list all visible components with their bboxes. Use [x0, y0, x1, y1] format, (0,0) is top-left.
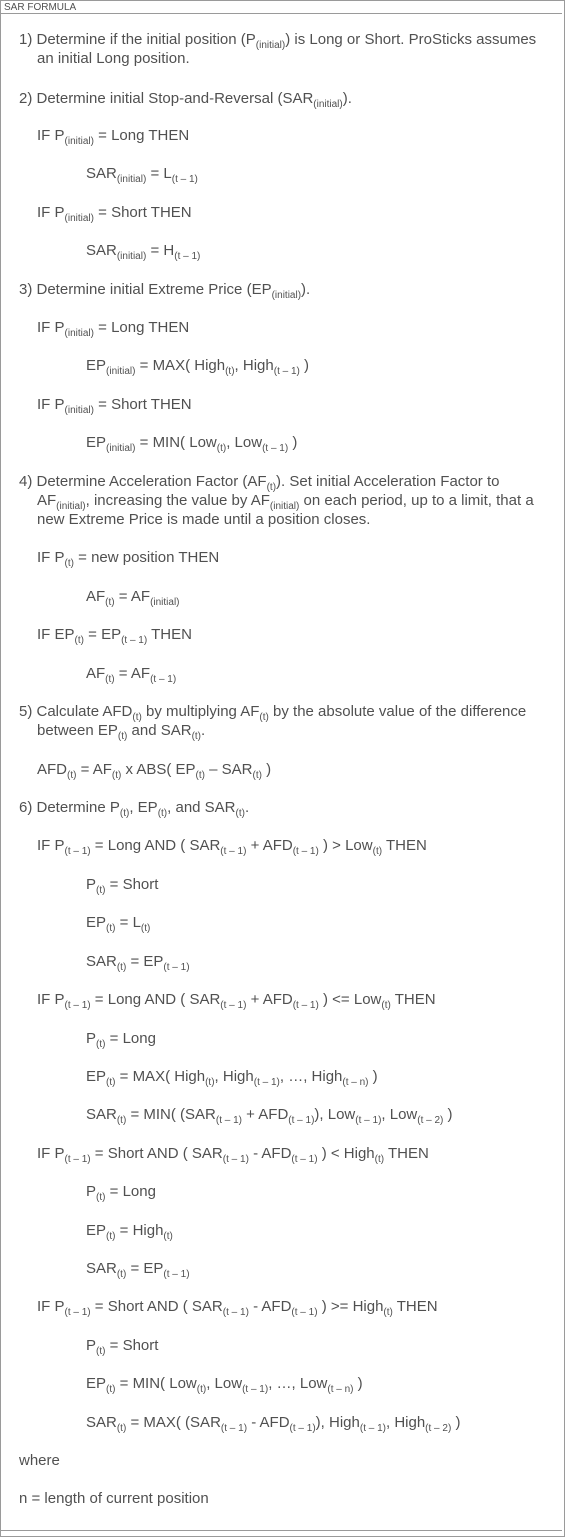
formula-line: IF $P_{(t - 1)}$ = Short AND ( $SAR_{(t - 1)} - AFD_{(t - 1)}$ ) >= High$_{(t)}$ THEN: [37, 1298, 438, 1318]
formula-line: $EP_{(initial)} = MAX$( High$_{(t)}$, High$_{(t - 1)}$ ): [86, 357, 310, 377]
formula-line: IF $P_{(initial)}$ = Long THEN: [37, 127, 190, 147]
formula-line: 6) Determine $P_{(t)}$, $EP_{(t)}$, and $SAR_{(t)}$.: [19, 799, 250, 819]
formula-line: 4) Determine Acceleration Factor $(AF_{(t)})$. Set initial Acceleration Factor to $AF_{(initial)}$, increasing the value by $AF_{(initial)}$ on each period, up to a limit, that a new Extreme Price is made until a position closes.: [19, 473, 534, 528]
formula-line: $P_{(t)}$ = Long: [86, 1183, 156, 1203]
formula-line: $SAR_{(t)} = MIN$( $(SAR_{(t - 1)} + AFD_{(t - 1)})$, Low$_{(t - 1)}$, Low$_{(t - 2)}$ ): [86, 1106, 453, 1126]
panel-title: SAR FORMULA: [1, 1, 562, 14]
formula-line: $P_{(t)}$ = Short: [86, 1337, 159, 1357]
formula-line: $EP_{(t)} = L_{(t)}$: [86, 914, 151, 934]
formula-line: $SAR_{(t)} = MAX$( $(SAR_{(t - 1)} - AFD_{(t - 1)})$, High$_{(t - 1)}$, High$_{(t - 2)}$ ): [86, 1414, 461, 1434]
formula-line: $AF_{(t)} = AF_{(initial)}$: [86, 588, 180, 608]
formula-line: IF $P_{(t - 1)}$ = Long AND ( $SAR_{(t - 1)} + AFD_{(t - 1)}$ ) <= Low$_{(t)}$ THEN: [37, 991, 436, 1011]
formula-line: $SAR_{(initial)} = L_{(t - 1)}$: [86, 165, 198, 185]
formula-line: 2) Determine initial Stop-and-Reversal $(SAR_{(initial)})$.: [19, 90, 352, 110]
formula-line: $EP_{(t)} = MAX$( High$_{(t)}$, High$_{(t - 1)}$, …, High$_{(t - n)}$ ): [86, 1068, 378, 1088]
formula-line: $SAR_{(t)} = EP_{(t - 1)}$: [86, 953, 190, 973]
formula-line: IF $P_{(t - 1)}$ = Short AND ( $SAR_{(t - 1)} - AFD_{(t - 1)}$ ) < High$_{(t)}$ THEN: [37, 1145, 429, 1165]
formula-line: $EP_{(initial)} = MIN$( Low$_{(t)}$, Low$_{(t - 1)}$ ): [86, 434, 298, 454]
formula-line: $SAR_{(initial)} = H_{(t - 1)}$: [86, 242, 201, 262]
formula-line: IF $EP_{(t)} = EP_{(t - 1)}$ THEN: [37, 626, 192, 646]
formula-line: IF $P_{(initial)}$ = Short THEN: [37, 204, 192, 224]
formula-line: where: [19, 1452, 60, 1469]
formula-line: IF $P_{(t)}$ = new position THEN: [37, 549, 220, 569]
formula-line: $P_{(t)}$ = Long: [86, 1030, 156, 1050]
formula-line: $SAR_{(t)} = EP_{(t - 1)}$: [86, 1260, 190, 1280]
formula-line: $EP_{(t)} = MIN$( Low$_{(t)}$, Low$_{(t - 1)}$, …, Low$_{(t - n)}$ ): [86, 1375, 363, 1395]
formula-line: n = length of current position: [19, 1490, 209, 1507]
formula-line: $AF_{(t)} = AF_{(t - 1)}$: [86, 665, 177, 685]
formula-line: $EP_{(t)}$ = High$_{(t)}$: [86, 1222, 173, 1242]
formula-line: 1) Determine if the initial position $(P_{(initial)})$ is Long or Short. ProSticks assumes an initial Long position.: [19, 31, 537, 67]
formula-line: 3) Determine initial Extreme Price $(EP_{(initial)})$.: [19, 281, 311, 301]
formula-line: $AFD_{(t)} = AF_{(t)}$ x ABS( $EP_{(t)} - SAR_{(t)}$ ): [37, 761, 272, 781]
formula-line: 5) Calculate $AFD_{(t)}$ by multiplying $AF_{(t)}$ by the absolute value of the difference between $EP_{(t)}$ and $SAR_{(t)}$.: [19, 703, 527, 742]
formula-line: IF $P_{(initial)}$ = Short THEN: [37, 396, 192, 416]
formula-line: IF $P_{(initial)}$ = Long THEN: [37, 319, 190, 339]
formula-line: IF $P_{(t - 1)}$ = Long AND ( $SAR_{(t - 1)} + AFD_{(t - 1)}$ ) > Low$_{(t)}$ THEN: [37, 837, 427, 857]
bottom-divider: [1, 1530, 562, 1531]
formula-line: $P_{(t)}$ = Short: [86, 876, 159, 896]
